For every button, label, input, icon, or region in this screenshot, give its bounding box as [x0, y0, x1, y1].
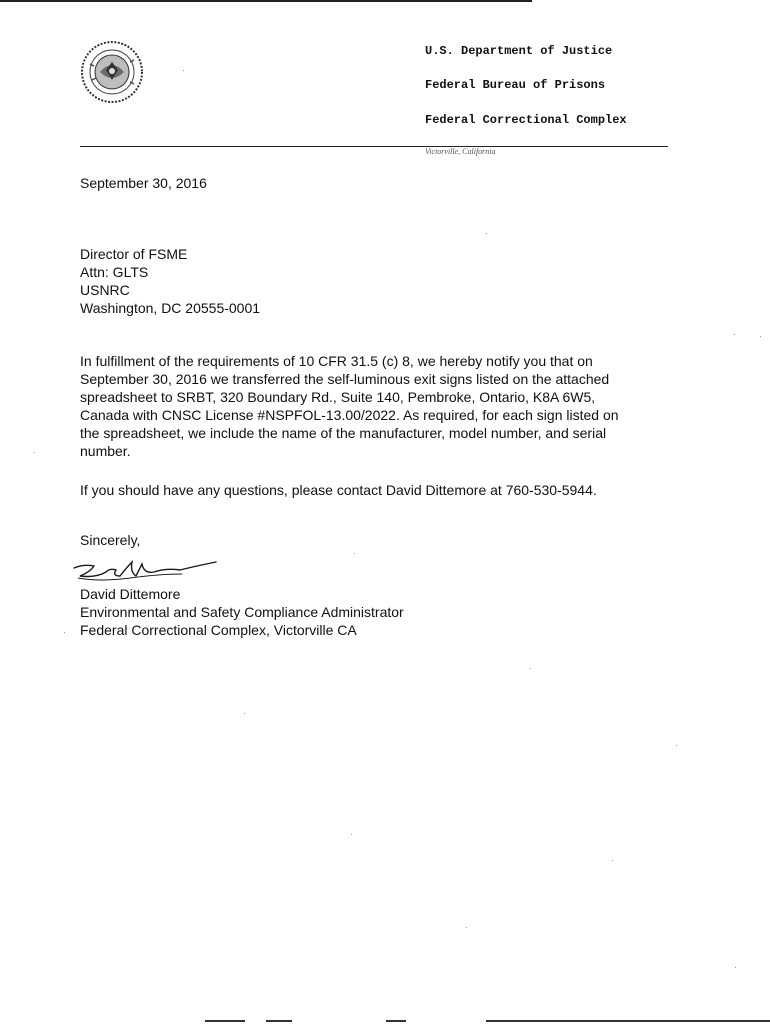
scan-speck	[734, 334, 735, 335]
recipient-line: Director of FSME	[80, 246, 188, 262]
scan-speck	[735, 967, 736, 968]
scan-bottom-mark	[266, 1020, 292, 1022]
bureau-name: Federal Bureau of Prisons	[425, 78, 606, 92]
contact-paragraph: If you should have any questions, please contact David Dittemore at 760-530-5944.	[80, 482, 597, 498]
closing-salutation: Sincerely,	[80, 532, 141, 548]
scan-speck	[354, 553, 355, 554]
scan-speck	[530, 668, 531, 669]
scan-speck	[183, 70, 184, 71]
scan-speck	[351, 834, 352, 835]
facility-location: Victorville, California	[425, 147, 496, 156]
signer-name: David Dittemore	[80, 586, 181, 602]
recipient-line: USNRC	[80, 282, 130, 298]
body-paragraph	[80, 352, 680, 460]
recipient-address	[80, 245, 260, 317]
scan-speck	[760, 336, 761, 337]
body-line: spreadsheet to SRBT, 320 Boundary Rd., Suite 140, Pembroke, Ontario, K8A 6W5,	[80, 389, 596, 405]
recipient-line: Washington, DC 20555-0001	[80, 300, 261, 316]
handwritten-signature	[70, 556, 220, 586]
scan-speck	[34, 452, 35, 453]
body-line: number.	[80, 443, 131, 459]
body-line: September 30, 2016 we transferred the self-luminous exit signs listed on the attached	[80, 371, 610, 387]
department-seal-icon	[80, 40, 144, 104]
signer-title: Environmental and Safety Compliance Administrator	[80, 604, 404, 620]
scan-bottom-mark	[486, 1020, 770, 1022]
scan-bottom-mark	[386, 1020, 406, 1022]
facility-name: Federal Correctional Complex	[425, 113, 627, 127]
scan-speck	[486, 233, 487, 234]
scan-speck	[244, 713, 245, 714]
scan-bottom-mark	[205, 1020, 245, 1022]
scan-speck	[64, 632, 65, 633]
scan-speck	[612, 860, 613, 861]
body-line: In fulfillment of the requirements of 10 CFR 31.5 (c) 8, we hereby notify you that on	[80, 353, 593, 369]
scan-speck	[676, 745, 677, 746]
signer-organization: Federal Correctional Complex, Victorville CA	[80, 622, 357, 638]
body-line: the spreadsheet, we include the name of the manufacturer, model number, and serial	[80, 425, 607, 441]
scan-speck	[466, 927, 467, 928]
body-line: Canada with CNSC License #NSPFOL-13.00/2022. As required, for each sign listed on	[80, 407, 619, 423]
letter-date: September 30, 2016	[80, 175, 207, 191]
recipient-line: Attn: GLTS	[80, 264, 149, 280]
signature-block	[80, 585, 404, 639]
agency-name: U.S. Department of Justice	[425, 44, 613, 58]
scan-top-edge	[0, 0, 532, 2]
letterhead-divider	[80, 146, 668, 147]
